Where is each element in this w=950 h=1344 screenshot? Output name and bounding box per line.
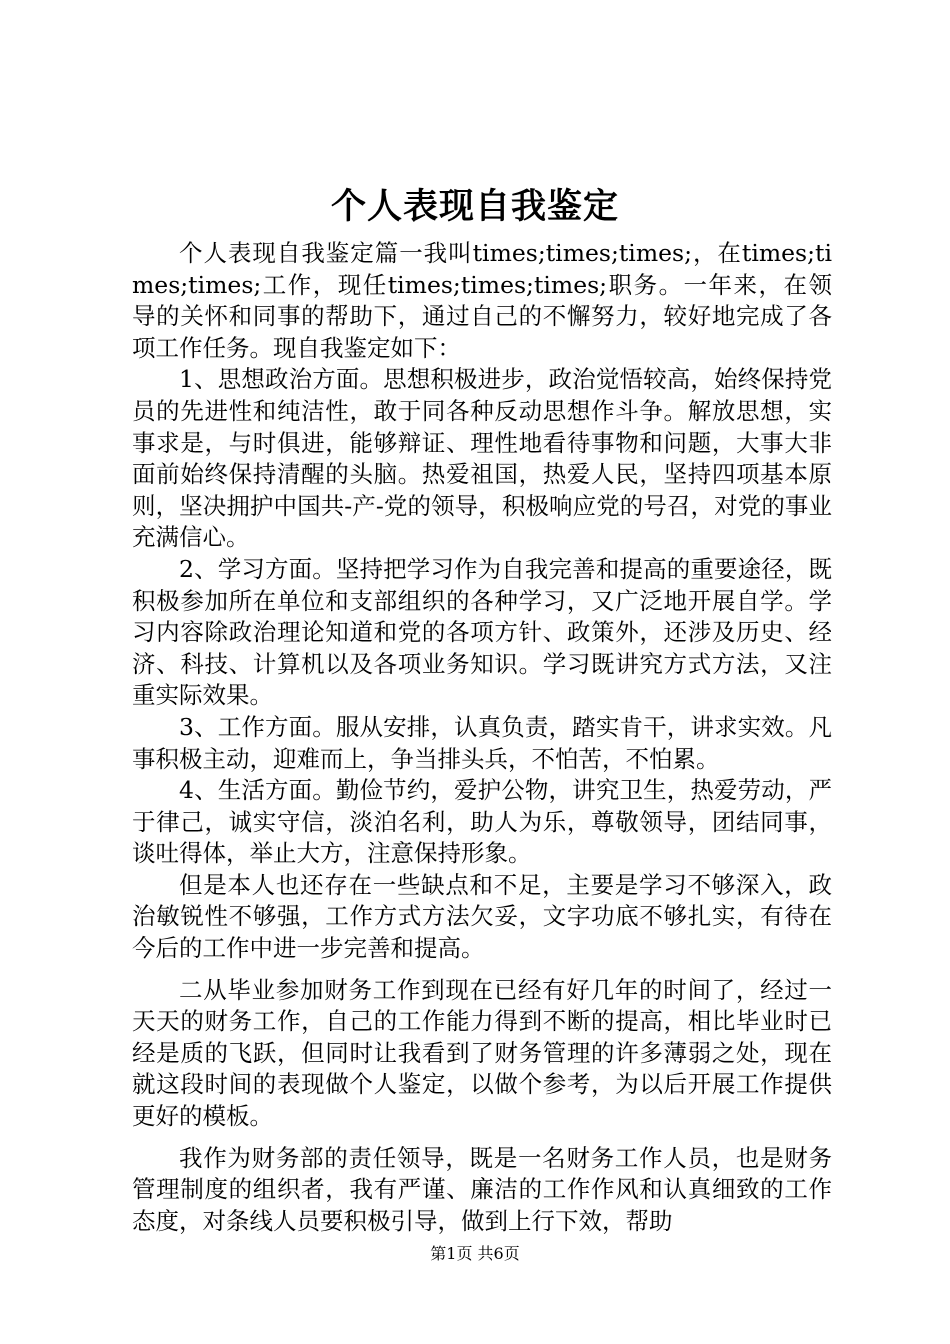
paragraph-life: 4、生活方面。勤俭节约，爱护公物，讲究卫生，热爱劳动，严于律己，诚实守信，淡泊名利，助人为乐，尊敬领导，团结同事，谈吐得体，举止大方，注意保持形象。 — [132, 776, 832, 868]
paragraph-intro: 个人表现自我鉴定篇一我叫times;times;times;，在times;times;times;工作，现任times;times;times;职务。一年来，在领导的关怀和同事的帮助下，通过自己的不懈努力，较好地完成了各项工作任务。现自我鉴定如下： — [132, 239, 832, 362]
paragraph-section-two: 二从毕业参加财务工作到现在已经有好几年的时间了，经过一天天的财务工作，自己的工作能力得到不断的提高，相比毕业时已经是质的飞跃，但同时让我看到了财务管理的许多薄弱之处，现在就这段时间的表现做个人鉴定，以做个参考，为以后开展工作提供更好的模板。 — [132, 975, 832, 1131]
document-title: 个人表现自我鉴定 — [330, 186, 619, 227]
paragraph-finance-role: 我作为财务部的责任领导，既是一名财务工作人员，也是财务管理制度的组织者，我有严谨、廉洁的工作作风和认真细致的工作态度，对条线人员要积极引导，做到上行下效，帮助 — [132, 1143, 832, 1235]
document-body — [132, 238, 832, 1237]
paragraph-study: 2、学习方面。坚持把学习作为自我完善和提高的重要途径，既积极参加所在单位和支部组织的各种学习，又广泛地开展自学。学习内容除政治理论知道和党的各项方针、政策外，还涉及历史、经济、科技、计算机以及各项业务知识。学习既讲究方式方法，又注重实际效果。 — [132, 554, 832, 710]
paragraph-shortcomings: 但是本人也还存在一些缺点和不足，主要是学习不够深入，政治敏锐性不够强，工作方式方法欠妥，文字功底不够扎实，有待在今后的工作中进一步完善和提高。 — [132, 870, 832, 963]
page-number-footer: 第1页 共6页 — [430, 1244, 520, 1263]
paragraph-work: 3、工作方面。服从安排，认真负责，踏实肯干，讲求实效。凡事积极主动，迎难而上，争当排头兵，不怕苦，不怕累。 — [132, 712, 832, 773]
paragraph-ideology: 1、思想政治方面。思想积极进步，政治觉悟较高，始终保持党员的先进性和纯洁性，敢于同各种反动思想作斗争。解放思想，实事求是，与时俱进，能够辩证、理性地看待事物和问题，大事大非面前始终保持清醒的头脑。热爱祖国，热爱人民，坚持四项基本原则，坚决拥护中国共-产-党的领导，积极响应党的号召，对党的事业充满信心。 — [132, 365, 832, 552]
